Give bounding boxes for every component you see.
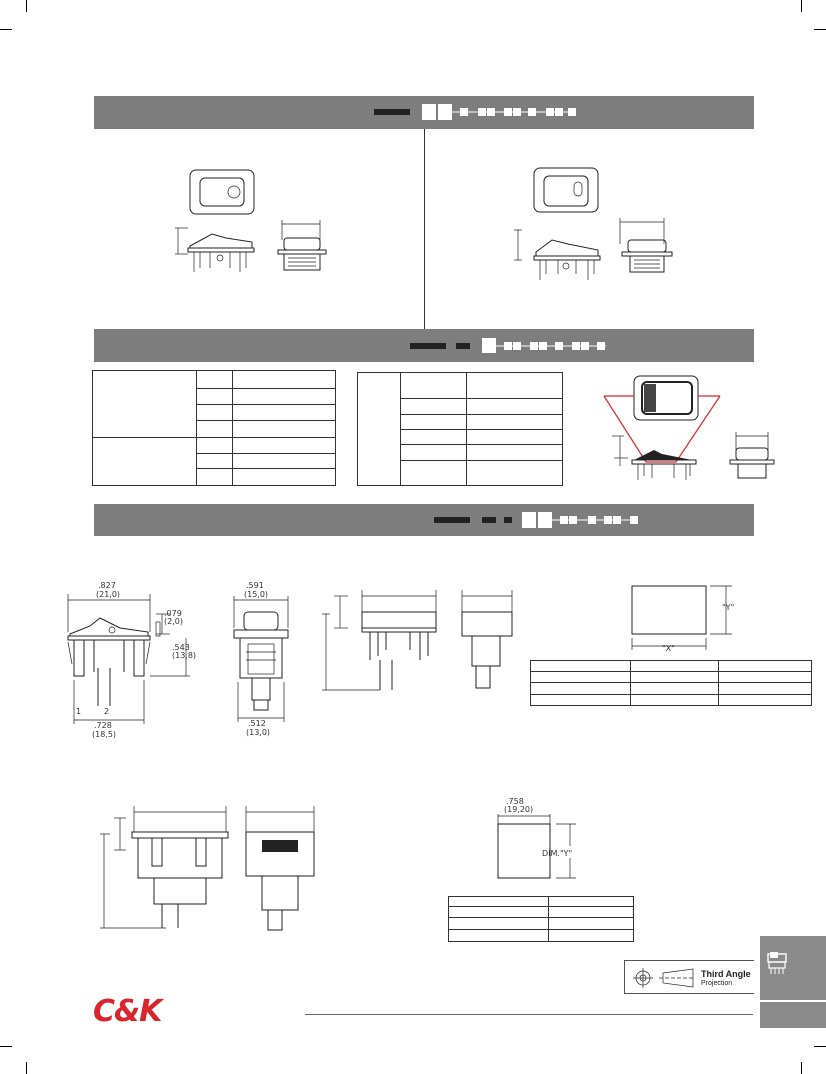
cutout-dim-y: DIM."Y": [542, 849, 573, 858]
table-rule: [400, 429, 563, 430]
crop-mark: [814, 29, 826, 30]
projection-subtitle: Projection: [701, 980, 733, 987]
dim-591: .591: [246, 581, 264, 590]
dim-079-mm: (2,0): [164, 617, 183, 626]
dim-827: .827: [98, 581, 116, 590]
projection-symbol-icon: [631, 965, 701, 991]
table-rule: [400, 414, 563, 415]
dimension-drawing-front: [226, 581, 306, 742]
table-rule: [92, 437, 336, 438]
dimension-drawing-side: [60, 581, 200, 742]
brand-logo: C&K: [93, 994, 162, 1029]
table-rule: [530, 682, 812, 683]
crop-mark: [801, 1062, 802, 1074]
terminal-1-label: 1: [76, 707, 82, 716]
rocker-switch-icon: [766, 950, 790, 976]
dim-728: .728: [94, 721, 112, 730]
projection-box: [624, 960, 754, 994]
crop-mark: [26, 0, 27, 12]
table-rule: [400, 444, 563, 445]
table-rule: [530, 671, 812, 672]
dimension-drawing-lower: [96, 804, 336, 934]
crop-mark: [814, 1046, 826, 1047]
panel-y-label: "Y": [722, 603, 735, 612]
table-rule: [448, 906, 634, 907]
dim-758-mm: (19,20): [504, 805, 534, 814]
dim-543-mm: (13,8): [172, 651, 197, 660]
section-band-2: [94, 329, 754, 362]
section-band-3: [94, 504, 754, 536]
cutout-table: [530, 660, 812, 706]
dim-728-mm: (18,5): [92, 730, 117, 739]
footer-rule: [305, 1014, 753, 1015]
table-rule: [196, 388, 336, 389]
rocker-actuator-drawing-left: [170, 168, 330, 278]
table-rule: [448, 917, 634, 918]
section-band-1: [94, 96, 754, 129]
table-rule: [196, 420, 336, 421]
table-rule: [196, 404, 336, 405]
table-rule: [400, 398, 563, 399]
panel-x-label: "X": [662, 644, 675, 653]
bezel-cutout-drawing: [494, 796, 614, 886]
table-rule: [548, 896, 549, 942]
table-rule: [448, 929, 634, 930]
table-rule: [196, 453, 336, 454]
terminal-2-label: 2: [104, 707, 110, 716]
crop-mark: [801, 0, 802, 12]
lens-illustration: [604, 374, 784, 484]
dim-079: .079: [164, 609, 182, 618]
projection-title: Third Angle: [701, 969, 751, 979]
table-rule: [400, 460, 563, 461]
part-code-boxes: [94, 329, 754, 362]
bezel-table: [448, 896, 634, 942]
side-tab: [760, 936, 826, 1000]
part-code-boxes: [94, 96, 754, 129]
crop-mark: [0, 1046, 12, 1047]
crop-mark: [0, 29, 12, 30]
dim-591-mm: (15,0): [244, 590, 269, 599]
side-tab-footer: [760, 1002, 826, 1028]
dimension-drawing-side-2: [320, 588, 530, 698]
table-rule: [530, 694, 812, 695]
table-rule: [196, 468, 336, 469]
dim-512: .512: [248, 719, 266, 728]
table-rule: [630, 660, 631, 706]
crop-mark: [26, 1062, 27, 1074]
table-rule: [718, 660, 719, 706]
section-divider: [424, 129, 425, 329]
dim-758: .758: [506, 797, 524, 806]
part-code-boxes: [94, 504, 754, 536]
dim-827-mm: (21,0): [96, 590, 121, 599]
dim-543: .543: [172, 643, 190, 652]
panel-cutout-drawing: [628, 584, 748, 654]
rocker-actuator-drawing-right: [514, 168, 684, 288]
dim-512-mm: (13,0): [246, 728, 271, 737]
